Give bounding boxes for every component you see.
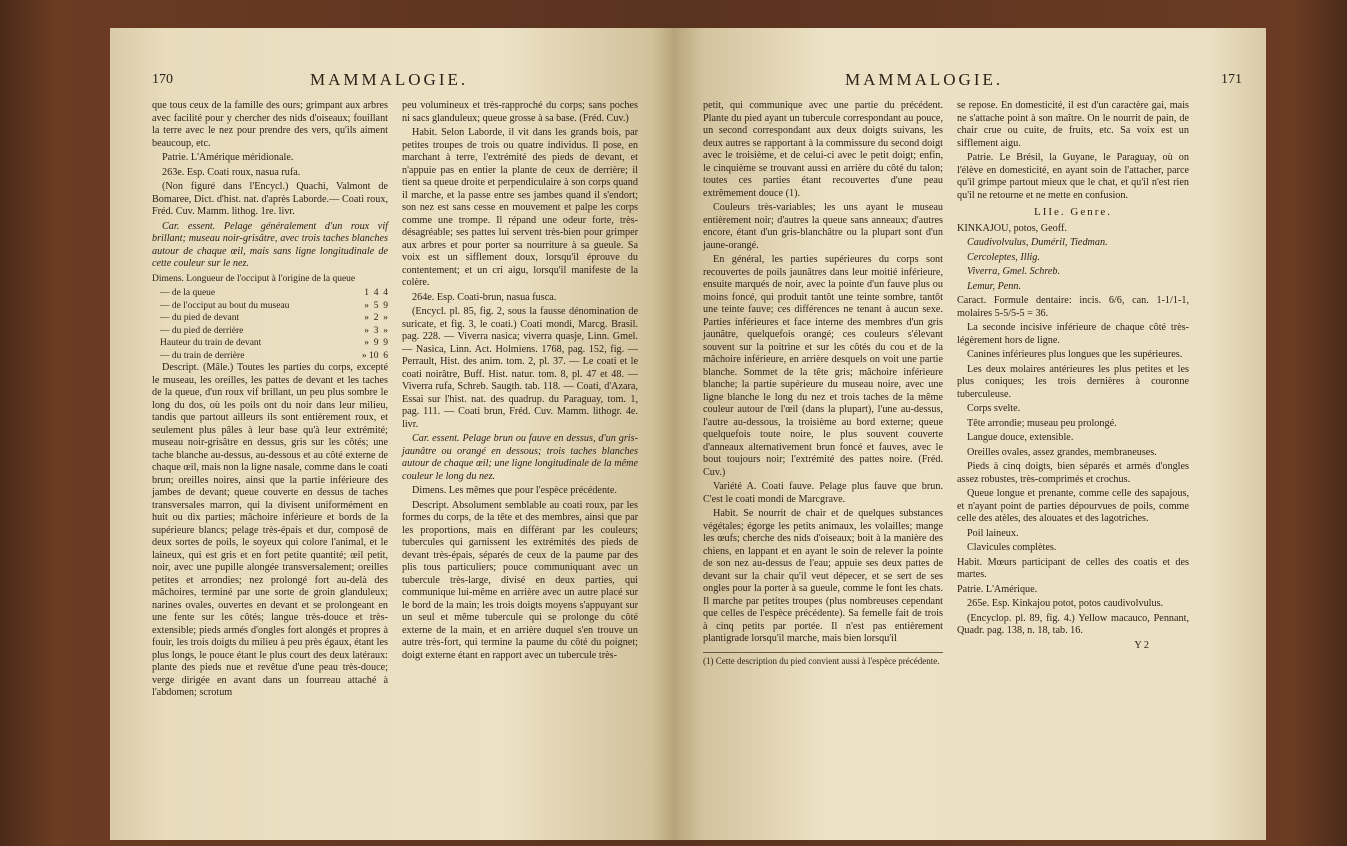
paragraph: Habit. Se nourrit de chair et de quelques substances végétales; égorge les petits animaux, les volailles; mange les œufs; cherche des nids d'oiseaux; boit à la manière des chiens, en lappant et en ayant le soin de relever la pointe de son nez au-dessus de l'eau; appuie ses deux pattes de devant sur la chair qu'il veut dépecer, et se sert de ses ongles pour la porter à sa gueule, comme le font les chats. Il marche par petites troupes (plus nombreuses cependant que celles de l'espèce précédente). Sa femelle fait de trois à cinq petits par portée. Il n'est pas entièrement plantigrade lorsqu'il marche, mais bien lorsqu'il [703,508,943,644]
signature-mark: Y 2 [1134,639,1149,651]
paragraph: Patrie. Le Brésil, la Guyane, le Paraguay, où on l'élève en domesticité, en ayant soin de l'attacher, parce qu'il grimpe partout mieux que le chat, et qu'il n'est rien qu'il ne retourne et ne mette en confusion. [957,152,1189,201]
paragraph: peu volumineux et très-rapproché du corps; sans poches ni sacs glanduleux; queue grosse à sa base. (Fréd. Cuv.) [402,100,638,124]
paragraph: que tous ceux de la famille des ours; grimpant aux arbres avec facilité pour y chercher des nids d'oiseaux; fouillant la terre avec le nez pour prendre des vers, qu'ils aiment beaucoup, etc. [152,100,388,149]
dimension-row: — du pied de derrière » 3 » [160,325,388,336]
right-page [673,28,1266,840]
paragraph: Queue longue et prenante, comme celle des sapajous, et n'ayant point de parties dépourvues de poils, comme celle des atèles, des alouates et des lagotriches. [957,488,1189,524]
paragraph: Pieds à cinq doigts, bien séparés et armés d'ongles assez robustes, très-comprimés et crochus. [957,461,1189,485]
paragraph: Corps svelte. [967,403,1021,414]
dimension-row: Hauteur du train de devant » 9 9 [160,338,388,348]
genus-name: KINKAJOU, potos, Geoff. [957,222,1067,234]
dental-formula: Caract. Formule dentaire: incis. 6/6, can. 1-1/1-1, molaires 5-5/5-5 = 36. [957,295,1189,319]
page-number: 170 [152,72,173,87]
footnote: (1) Cette description du pied convient aussi à l'espèce précédente. [703,652,943,667]
paragraph: Descript. Absolument semblable au coati roux, par les formes du corps, de la tête et des membres, ainsi que par les proportions, mais en différant par les couleurs; tubercules qui garnissent les extrémités des pieds de devant très-épais, séparés de ceux de la paume par des plis tous particuliers; pouce communiquant avec un tubercule très-large, divisé en deux parties, qui communique lui-même en arrière avec un autre placé sur le bord de la main; les trois doigts moyens s'appuyant sur un seul et même tubercule qui se prolonge du côté externe de la main, et en arrière duquel s'en trouve un autre très-fort, qui termine la paume du côté du poignet; doigt externe étant en rapport avec un tubercule très- [402,499,638,661]
synonym: Cercoleptes, Illig. [967,251,1040,263]
paragraph: Patrie. L'Amérique méridionale. [162,152,294,163]
paragraph: Patrie. L'Amérique. [957,583,1038,595]
paragraph: Clavicules complètes. [967,542,1057,553]
synonym: Viverra, Gmel. Schreb. [967,266,1061,277]
species-heading: 265e. Esp. Kinkajou potot, potos caudivolvulus. [967,598,1164,609]
genus-heading: LIIe. Genre. [1033,206,1113,218]
paragraph: Dimens. Les mêmes que pour l'espèce précédente. [412,485,617,496]
paragraph: se repose. En domesticité, il est d'un caractère gai, mais ne s'attache point à son maître. On le nourrit de pain, de chair crue ou cuite, de fruits, etc. Sa voix est un sifflement aigu. [957,100,1189,149]
text-column [402,100,638,664]
paragraph: (Encyclop. pl. 89, fig. 4.) Yellow macauco, Pennant, Quadr. pag. 138, n. 18, tab. 16. [957,612,1189,636]
paragraph: petit, qui communique avec une partie du précédent. Plante du pied ayant un tubercule correspondant au pouce, un second correspondant aux deux doigts suivans, les deux autres se rapportant à la commissure du second doigt avec le troisième, et de celui-ci avec le petit doigt; enfin, le cinquième se trouvant aussi en arrière du côté du talon; toutes ces parties étant recouvertes d'une peau extrêmement douce (1). [703,100,943,199]
paragraph: La seconde incisive inférieure de chaque côté très-légèrement hors de ligne. [957,322,1189,346]
paragraph: En général, les parties supérieures du corps sont recouvertes de poils jaunâtres dans leur moitié inférieure, ensuite marqués de noir, avec la pointe d'un fauve plus ou moins foncé, qui produit tantôt une teinte sombre, tantôt une teinte fauve; ces différences ne tenant à aucun sexe. Parties inférieures et face interne des membres d'un gris jaunâtre, quelquefois orangé; ces couleurs s'élevant souvent sur la poitrine et sur les côtés du cou et de la mâchoire inférieure, en arrière desquels on voit une partie blanche. Sommet de la tête gris; mâchoire inférieure blanche; la partie supérieure du museau noire, avec une ligne blanche le long du nez et trois taches de la même couleur autour de l'œil (dans la plupart), l'une au-dessus, l'autre au-dessous, la troisième au bord externe; queue quelquefois toute noire, le plus souvent couverte d'anneaux alternativement brun foncé et fauves, avec le bout toujours noir; l'extrémité des pattes noire. (Fréd. Cuv.) [703,254,943,478]
paragraph: (Encycl. pl. 85, fig. 2, sous la fausse dénomination de suricate, et fig. 3, le coati.) Coati mondi, Marcg. Brasil. pag. 228. — Viverra nasica; viverra quasje, Linn. Gmel. — Nasica, Linn. Act. Holmiens. 1768, pag. 152, fig. — Perrault, Hist. des anim. tom. 2, pl. 37. — Le coati et le coati noirâtre, Buff. Hist. natur. tom. 8, pl. 47 et 48. — Viverra rufa, Schreb. Saugth. tab. 118. — Coati, d'Azara, Essai sur l'hist. nat. des quadrup. du Paraguay, tom. 1, pag. 111. — Coati brun, Fréd. Cuv. Mamm. lithogr. 4e. livr. [402,306,638,430]
species-heading: 264e. Esp. Coati-brun, nasua fusca. [412,291,557,303]
synonym: Lemur, Penn. [967,280,1022,292]
left-page [110,28,673,840]
paragraph: Oreilles ovales, assez grandes, membraneuses. [967,446,1157,458]
text-column [957,100,1189,654]
dimension-row: — du pied de devant » 2 » [160,313,388,323]
dimension-row: — de la queue 1 4 4 [160,288,388,298]
paragraph: Les deux molaires antérieures les plus petites et les plus coniques; les trois dernières à couronne tuberculeuse. [957,363,1189,400]
paragraph: Canines inférieures plus longues que les supérieures. [967,349,1183,360]
text-column [703,100,943,667]
paragraph: Car. essent. Pelage brun ou fauve en dessus, d'un gris-jaunâtre ou orangé en dessous; trois taches blanches autour de chaque œil; une ligne longitudinale de la même couleur le long du nez. [402,433,638,482]
paragraph: (Non figuré dans l'Encycl.) Quachi, Valmont de Bomaree, Dict. d'hist. nat. d'après Laborde.— Coati roux, Fréd. Cuv. Mamm. lithog. 1re. livr. [152,181,388,217]
paragraph: Habit. Selon Laborde, il vit dans les grands bois, par petites troupes de trois ou quatre individus. Il pose, en marchant à terre, l'extrémité des pieds de devant, et n'appuie pas en entier la plante de ceux de derrière; il tient sa queue droite et perpendiculaire à son corps quand il marche, et la passe entre ses jambes quand il s'endort; son nez est sans cesse en mouvement et palpe les corps comme une trompe. Il répand une odeur forte, très-désagréable; ses pattes lui servent très-bien pour grimper aux arbres et pour porter sa nourriture à sa gueule. Sa voix est un sifflement doux, lorsqu'il éprouve du contentement; et un cri aigu, lorsqu'il manifeste de la colère. [402,127,638,288]
running-head: MAMMALOGIE. [310,70,469,89]
synonym: Caudivolvulus, Duméril, Tiedman. [967,237,1108,248]
text-column [152,100,388,702]
page-number: 171 [1221,72,1242,87]
dimension-row: — de l'occiput au bout du museau » 5 9 [160,300,388,311]
paragraph: Car. essent. Pelage généralement d'un roux vif brillant; museau noir-grisâtre, avec trois taches blanches autour de chaque œil, mais sans ligne longitudinale de cette couleur sur le nez. [152,220,388,269]
paragraph: Variété A. Coati fauve. Pelage plus fauve que brun. C'est le coati mondi de Marcgrave. [703,481,943,505]
paragraph: Tête arrondie; museau peu prolongé. [967,417,1117,429]
paragraph: Poil laineux. [967,527,1019,539]
paragraph: Habit. Mœurs participant de celles des coatis et des martes. [957,556,1189,580]
dimension-row: — du train de derrière » 10 6 [160,350,388,361]
dimensions-title: Dimens. Longueur de l'occiput à l'origine de la queue [152,273,356,284]
species-heading: 263e. Esp. Coati roux, nasua rufa. [162,166,301,178]
paragraph: Langue douce, extensible. [967,432,1074,443]
paragraph: Couleurs très-variables; les uns ayant le museau entièrement noir; d'autres la queue sans anneaux; d'autres encore, étant d'un gris-blanchâtre ou la plupart sont d'un jaune-orangé. [703,202,943,251]
paragraph: Descript. (Mâle.) Toutes les parties du corps, excepté le museau, les oreilles, les pattes de devant et les taches de la queue, d'un roux vif brillant, un peu plus sombre le long du dos, où les poils ont du noir dans leur milieu, tandis que partout ailleurs ils sont entièrement roux, et seulement plus pâles à leur base qu'à leur extrémité; museau noir-grisâtre en dessus, gris sur les côtés; une tache blanche au-dessus, au-dessous et au côté externe de chaque œil, mais non la ligne nasale, comme dans le coati brun; oreilles noires, ainsi que la partie inférieure des jambes de devant; queue couverte en dessus de taches transversales marron, qui la divisent uniformément en huit ou dix parties; mâchoire inférieure et bords de la supérieure blancs; pelage très-épais et dur, composé de deux sortes de poils, le soyeux qui colore l'animal, et le laineux, qui est gris et en fort petite quantité; œil petit, noir, avec une pupille alongée transversalement; oreilles petites et arrondies; nez prolongé fort au-delà des mâchoires, terminé par une sorte de groin glanduleux; narines ovales, ouvertes en devant et se prolongeant en une fente sur les côtés; langue très-douce et très-extensible; pieds armés d'ongles fort alongés et propres à fouir, les trois doigts du milieu à peu près égaux, étant les plus longs, le pouce étant le plus court des deux latéraux: plante des pieds nue et revêtue d'une peau très-douce; verge dirigée en avant dans un fourreau attaché à l'abdomen; scrotum [152,362,388,698]
running-head: MAMMALOGIE. [845,70,1004,89]
